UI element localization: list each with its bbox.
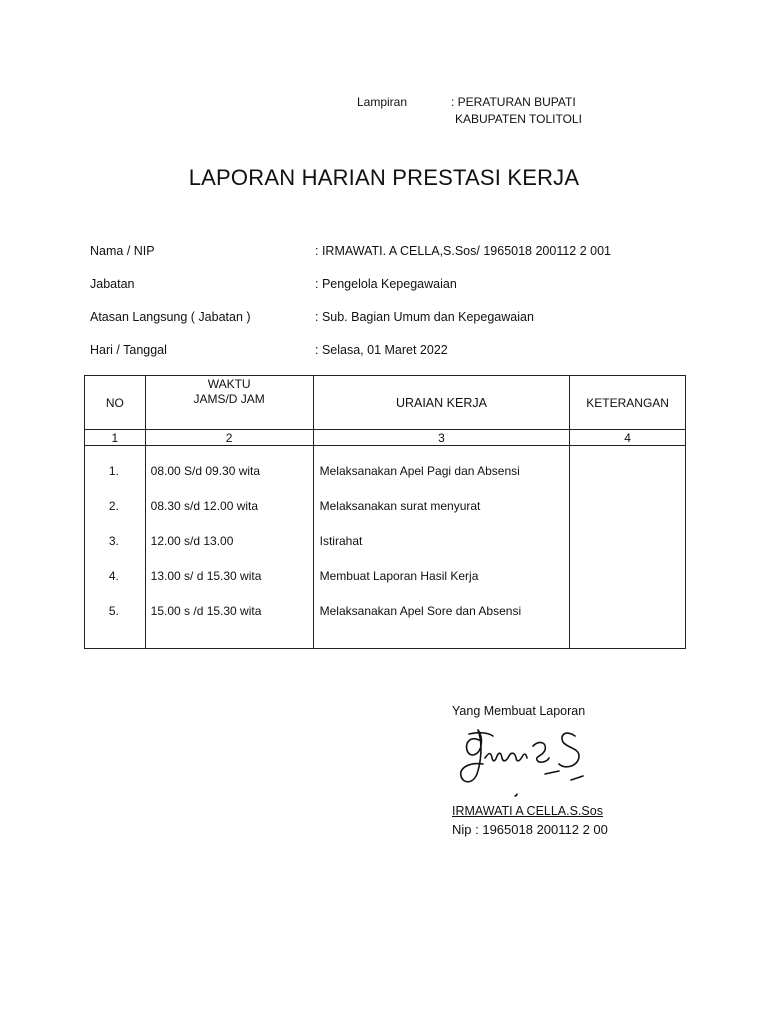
row-task: Melaksanakan surat menyurat (319, 499, 481, 513)
row-time: 12.00 s/d 13.00 (150, 534, 234, 548)
signer-nip: Nip : 1965018 200112 2 00 (452, 822, 608, 837)
row-note (570, 533, 685, 568)
header-uraian: URAIAN KERJA (313, 376, 570, 430)
column-number: 2 (145, 430, 313, 446)
field-value-name-nip: : IRMAWATI. A CELLA,S.Sos/ 1965018 200112 2 001 (315, 244, 612, 258)
header-waktu (145, 376, 313, 430)
row-note (570, 568, 685, 603)
attachment-label: Lampiran (357, 95, 408, 109)
row-time: 08.00 S/d 09.30 wita (150, 464, 261, 478)
header-waktu-line-2: JAMS/D JAM (193, 392, 265, 406)
row-number: 2. (108, 499, 119, 513)
row-task: Istirahat (319, 534, 363, 548)
work-report-table (84, 375, 686, 649)
field-label-name-nip: Nama / NIP (90, 244, 155, 258)
keterangan-column-cell (570, 446, 686, 649)
row-time: 15.00 s /d 15.30 wita (150, 604, 262, 618)
attachment-line-2: KABUPATEN TOLITOLI (455, 112, 582, 126)
field-value-hari-tanggal: : Selasa, 01 Maret 2022 (315, 343, 448, 357)
column-number: 1 (85, 430, 146, 446)
row-note (570, 603, 685, 638)
header-no: NO (85, 376, 146, 430)
row-number: 3. (108, 534, 119, 548)
column-number: 4 (570, 430, 686, 446)
row-task: Melaksanakan Apel Pagi dan Absensi (319, 464, 520, 478)
row-task: Melaksanakan Apel Sore dan Absensi (319, 604, 522, 618)
no-column-cell (85, 446, 146, 649)
field-label-hari-tanggal: Hari / Tanggal (90, 343, 167, 357)
row-note (570, 463, 685, 498)
field-value-jabatan: : Pengelola Kepegawaian (315, 277, 457, 291)
column-number-row (85, 430, 686, 446)
field-label-atasan: Atasan Langsung ( Jabatan ) (90, 310, 251, 324)
row-note (570, 498, 685, 533)
row-number: 5. (108, 604, 119, 618)
uraian-column-cell (313, 446, 570, 649)
row-task: Membuat Laporan Hasil Kerja (319, 569, 479, 583)
row-number: 1. (108, 464, 119, 478)
attachment-line-1: : PERATURAN BUPATI (451, 95, 576, 109)
row-number: 4. (108, 569, 119, 583)
table-header-row (85, 376, 686, 430)
handwritten-signature (455, 722, 605, 800)
row-time: 13.00 s/ d 15.30 wita (150, 569, 262, 583)
column-number: 3 (313, 430, 570, 446)
waktu-column-cell (145, 446, 313, 649)
header-keterangan: KETERANGAN (570, 376, 686, 430)
signer-name: IRMAWATI A CELLA.S.Sos (452, 804, 603, 818)
header-waktu-line-1: WAKTU (207, 377, 251, 391)
table-body-row (85, 446, 686, 649)
signature-caption: Yang Membuat Laporan (452, 704, 586, 718)
row-time: 08.30 s/d 12.00 wita (150, 499, 259, 513)
document-title: LAPORAN HARIAN PRESTASI KERJA (188, 165, 580, 190)
field-label-jabatan: Jabatan (90, 277, 135, 291)
field-value-atasan: : Sub. Bagian Umum dan Kepegawaian (315, 310, 534, 324)
